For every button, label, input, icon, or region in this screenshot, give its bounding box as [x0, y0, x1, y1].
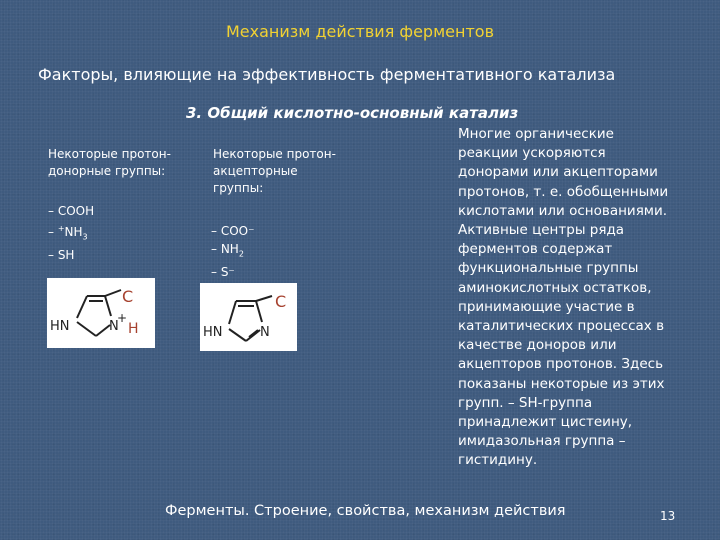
- acceptor-header-line: Некоторые протон-: [213, 147, 336, 161]
- acceptor-header: [213, 146, 336, 197]
- explanation-text: [458, 125, 716, 471]
- slide-title: Механизм действия ферментов: [226, 22, 494, 41]
- svg-text:N: N: [109, 319, 119, 334]
- svg-text:HN: HN: [203, 325, 223, 340]
- explanation-line: кислотами или основаниями.: [458, 202, 668, 219]
- svg-text:C: C: [122, 287, 134, 306]
- donor-header-line: донорные группы:: [48, 164, 166, 178]
- page-number: 13: [660, 509, 676, 523]
- svg-text:H: H: [128, 321, 139, 337]
- acceptor-group-nh2: – $NH_2$: [211, 242, 244, 259]
- section-heading: 3. Общий кислотно-основный катализ: [186, 104, 519, 122]
- explanation-line: принадлежит цистеину,: [458, 414, 633, 431]
- svg-text:C: C: [275, 292, 287, 311]
- explanation-line: протонов, т. е. обобщенными: [458, 183, 669, 200]
- explanation-line: Многие органические: [458, 126, 614, 142]
- imidazole-ring-icon: [200, 283, 297, 351]
- explanation-line: акцепторов протонов. Здесь: [458, 356, 664, 373]
- explanation-line: Активные центры ряда: [458, 222, 625, 239]
- explanation-line: донорами или акцепторами: [458, 164, 658, 181]
- protonated-imidazole-structure: [47, 278, 155, 348]
- donor-header-line: Некоторые протон-: [48, 147, 171, 161]
- explanation-line: функциональные группы: [458, 260, 639, 277]
- acceptor-group-coo: – COO⁻: [211, 224, 255, 238]
- svg-text:+: +: [117, 311, 128, 325]
- explanation-line: аминокислотных остатков,: [458, 279, 652, 296]
- acceptor-group-s: – S⁻: [211, 265, 235, 280]
- slide-footer: Ферменты. Строение, свойства, механизм действия: [165, 503, 566, 519]
- acceptor-groups: [211, 222, 254, 281]
- slide-subtitle: Факторы, влияющие на эффективность ферментативного катализа: [38, 65, 616, 84]
- svg-text:N: N: [260, 325, 270, 340]
- explanation-line: имидазольная группа –: [458, 433, 626, 450]
- explanation-line: показаны некоторые из этих: [458, 375, 665, 392]
- imidazole-ring-icon: [47, 278, 155, 348]
- explanation-line: гистидину.: [458, 452, 538, 469]
- explanation-line: принимающие участие в: [458, 298, 635, 315]
- donor-group-sh: – SH: [48, 248, 75, 263]
- explanation-line: каталитических процессах в: [458, 318, 665, 335]
- donor-group-nh3: – $^+NH_3$: [48, 224, 88, 242]
- donor-header: [48, 146, 171, 180]
- donor-groups: [48, 202, 94, 264]
- svg-text:HN: HN: [50, 319, 70, 334]
- acceptor-header-line: акцепторные: [213, 164, 298, 178]
- imidazole-structure: [200, 283, 297, 351]
- explanation-line: ферментов содержат: [458, 241, 613, 258]
- explanation-line: качестве доноров или: [458, 337, 617, 354]
- acceptor-header-line: группы:: [213, 181, 264, 195]
- explanation-line: реакции ускоряются: [458, 145, 606, 162]
- donor-group-cooh: – COOH: [48, 204, 95, 218]
- explanation-line: групп. – SH-группа: [458, 394, 593, 411]
